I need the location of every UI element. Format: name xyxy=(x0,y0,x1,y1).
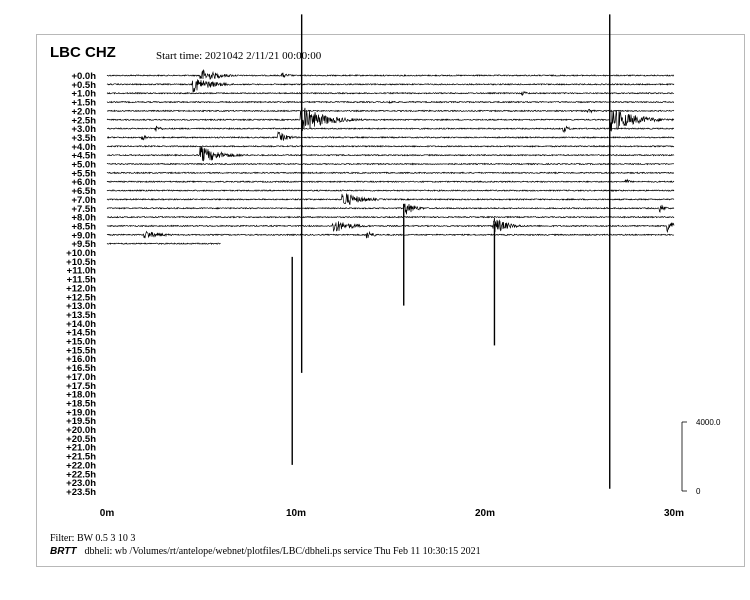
row-label: +7.5h xyxy=(71,203,96,215)
row-label: +21.0h xyxy=(66,442,96,454)
row-label: +21.5h xyxy=(66,451,96,463)
row-label: +1.0h xyxy=(71,88,96,100)
trace-row xyxy=(107,190,674,191)
row-label: +20.0h xyxy=(66,425,96,436)
trace-row xyxy=(107,180,674,183)
trace-row xyxy=(107,172,674,173)
x-tick-label: 10m xyxy=(285,508,307,519)
trace-row xyxy=(107,146,674,147)
trace-row xyxy=(107,132,674,140)
trace-row xyxy=(107,79,674,92)
trace-row xyxy=(107,146,674,161)
trace-row xyxy=(107,204,674,215)
row-label: +16.0h xyxy=(66,354,96,366)
row-label: +19.0h xyxy=(66,407,96,419)
trace-row xyxy=(107,243,221,244)
trace-row xyxy=(107,218,674,232)
row-label: +7.0h xyxy=(71,194,96,206)
row-label: +8.5h xyxy=(71,221,96,233)
row-label: +15.0h xyxy=(66,336,96,348)
row-label: +8.0h xyxy=(71,212,96,224)
trace-row xyxy=(107,194,674,204)
row-label: +3.0h xyxy=(71,124,96,136)
row-label: +23.5h xyxy=(66,486,96,498)
row-label: +15.5h xyxy=(66,345,96,357)
row-label: +4.5h xyxy=(71,150,96,162)
footer-text: dbheli: wb /Volumes/rt/antelope/webnet/plotfiles/LBC/dbheli.ps service Thu Feb 11 10:30:15 2021 xyxy=(84,546,481,557)
start-time: Start time: 2021042 2/11/21 00:00:00 xyxy=(156,50,322,62)
row-label: +4.0h xyxy=(71,141,96,153)
filter-caption: Filter: BW 0.5 3 10 3 xyxy=(50,533,136,544)
row-label: +12.0h xyxy=(66,283,96,295)
trace-row xyxy=(107,232,674,239)
row-label: +2.0h xyxy=(71,106,96,118)
row-label: +11.5h xyxy=(66,274,96,286)
row-label: +12.5h xyxy=(66,292,96,304)
trace-row xyxy=(107,101,674,103)
row-label: +5.0h xyxy=(71,159,96,171)
trace-row xyxy=(107,126,674,132)
row-label: +14.5h xyxy=(66,327,96,339)
row-label: +22.5h xyxy=(66,469,96,481)
row-label: +3.5h xyxy=(71,132,96,144)
row-label: +10.0h xyxy=(66,248,96,259)
scale-min-label: 0 xyxy=(696,487,701,496)
trace-row xyxy=(107,109,674,112)
row-label: +19.5h xyxy=(66,416,96,428)
row-label: +20.5h xyxy=(66,433,96,445)
trace-row xyxy=(107,217,674,218)
trace-row xyxy=(107,92,674,95)
scale-max-label: 4000.0 xyxy=(696,418,721,427)
row-label: +10.5h xyxy=(66,256,96,268)
x-tick-label: 20m xyxy=(474,508,496,519)
row-label: +6.0h xyxy=(71,177,96,189)
row-label: +23.0h xyxy=(66,478,96,490)
row-label: +0.0h xyxy=(71,71,96,82)
row-label: +5.5h xyxy=(71,168,96,180)
footer-caption xyxy=(50,546,481,557)
row-label: +6.5h xyxy=(71,186,96,198)
row-label: +14.0h xyxy=(66,318,96,330)
row-label: +9.0h xyxy=(71,230,96,242)
brand-label: BRTT xyxy=(50,546,77,557)
row-label: +18.0h xyxy=(66,389,96,401)
row-label: +17.0h xyxy=(66,371,96,383)
row-label: +17.5h xyxy=(66,380,96,392)
trace-row xyxy=(107,163,674,164)
x-tick-label: 0m xyxy=(99,508,115,519)
row-label: +2.5h xyxy=(71,115,96,127)
row-label: +11.0h xyxy=(66,265,96,277)
row-label: +13.5h xyxy=(66,309,96,321)
row-label: +0.5h xyxy=(71,79,96,91)
row-label: +16.5h xyxy=(66,363,96,375)
row-label: +1.5h xyxy=(71,97,96,109)
row-label: +13.0h xyxy=(66,301,96,313)
trace-row xyxy=(107,70,674,79)
x-tick-label: 30m xyxy=(663,508,685,519)
row-label: +18.5h xyxy=(66,398,96,410)
row-label: +9.5h xyxy=(71,239,96,251)
row-label: +22.0h xyxy=(66,460,96,472)
station-title: LBC CHZ xyxy=(50,44,116,61)
